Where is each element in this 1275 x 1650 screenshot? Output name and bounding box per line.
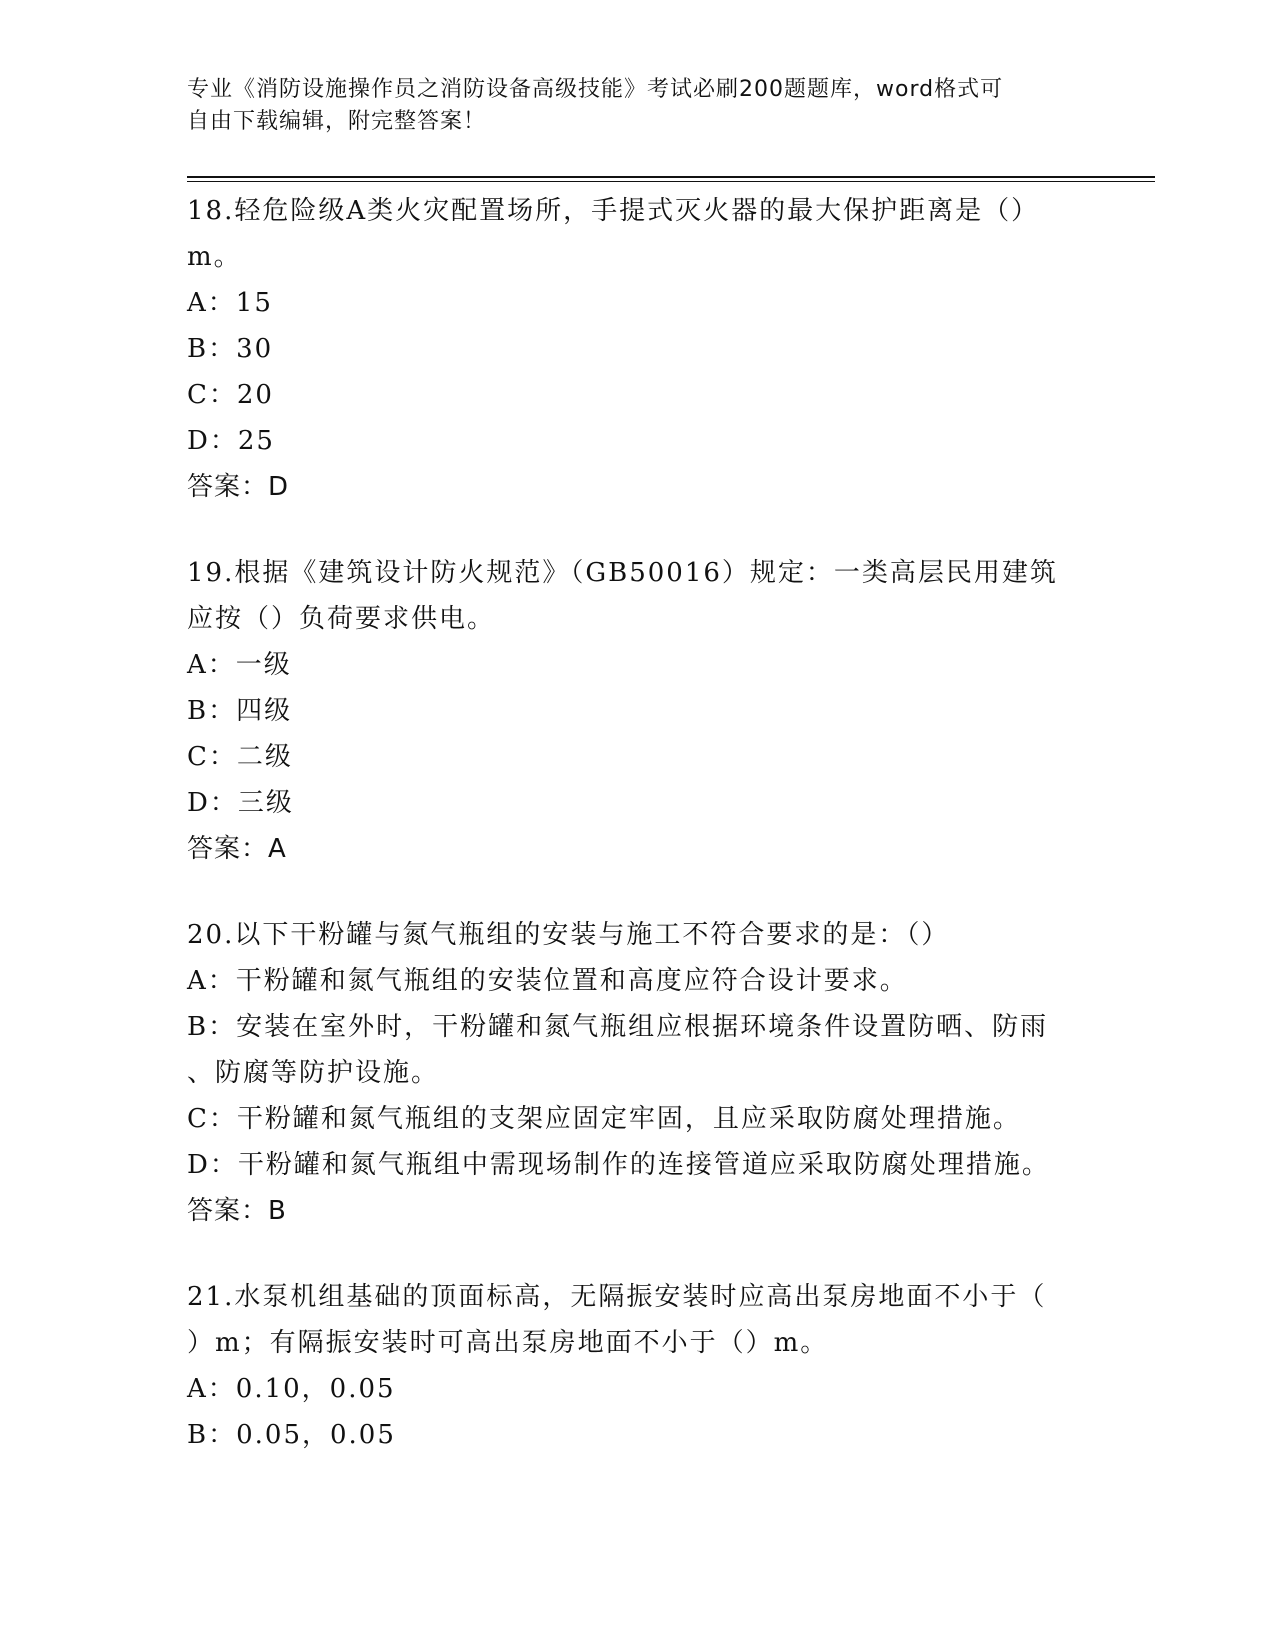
- option-a: A：15: [187, 288, 273, 318]
- option-a: A：干粉罐和氮气瓶组的安装位置和高度应符合设计要求。: [187, 966, 908, 996]
- question-stem: 21.水泵机组基础的顶面标高，无隔振安装时应高出泵房地面不小于（: [187, 1282, 1047, 1312]
- question-19: [187, 550, 1087, 872]
- question-20: [187, 912, 1087, 1234]
- option-b: B：0.05，0.05: [187, 1420, 396, 1450]
- option-b: B：四级: [187, 696, 293, 726]
- option-c: C：干粉罐和氮气瓶组的支架应固定牢固，且应采取防腐处理措施。: [187, 1104, 1021, 1134]
- question-stem-continued: ）m；有隔振安装时可高出泵房地面不小于（）m。: [187, 1328, 829, 1358]
- option-b-continued: 、防腐等防护设施。: [187, 1058, 440, 1088]
- question-stem-continued: 应按（）负荷要求供电。: [187, 604, 496, 634]
- header-line-1: 专业《消防设施操作员之消防设备高级技能》考试必刷200题题库，word格式可: [187, 77, 1004, 102]
- question-stem: 18.轻危险级A类火灾配置场所，手提式灭火器的最大保护距离是（）: [187, 196, 1040, 226]
- option-b: B：安装在室外时，干粉罐和氮气瓶组应根据环境条件设置防晒、防雨: [187, 1012, 1049, 1042]
- option-c: C：20: [187, 380, 274, 410]
- option-d: D：干粉罐和氮气瓶组中需现场制作的连接管道应采取防腐处理措施。: [187, 1150, 1050, 1180]
- option-d: D：25: [187, 426, 275, 456]
- header-divider-thick: [187, 176, 1155, 178]
- option-a: A：一级: [187, 650, 292, 680]
- header-line-2: 自由下载编辑，附完整答案！: [187, 109, 487, 134]
- question-18: [187, 188, 1087, 510]
- option-d: D：三级: [187, 788, 294, 818]
- answer-key: 答案：A: [187, 834, 287, 864]
- document-header: [187, 74, 1087, 138]
- header-divider-thin: [187, 181, 1155, 182]
- option-a: A：0.10，0.05: [187, 1374, 396, 1404]
- question-stem-continued: m。: [187, 242, 242, 272]
- question-21: [187, 1274, 1087, 1458]
- question-list: [187, 188, 1087, 1498]
- question-stem: 19.根据《建筑设计防火规范》（GB50016）规定：一类高层民用建筑: [187, 558, 1058, 588]
- answer-key: 答案：B: [187, 1196, 287, 1226]
- answer-key: 答案：D: [187, 472, 290, 502]
- question-stem: 20.以下干粉罐与氮气瓶组的安装与施工不符合要求的是：（）: [187, 920, 950, 950]
- option-b: B：30: [187, 334, 274, 364]
- option-c: C：二级: [187, 742, 293, 772]
